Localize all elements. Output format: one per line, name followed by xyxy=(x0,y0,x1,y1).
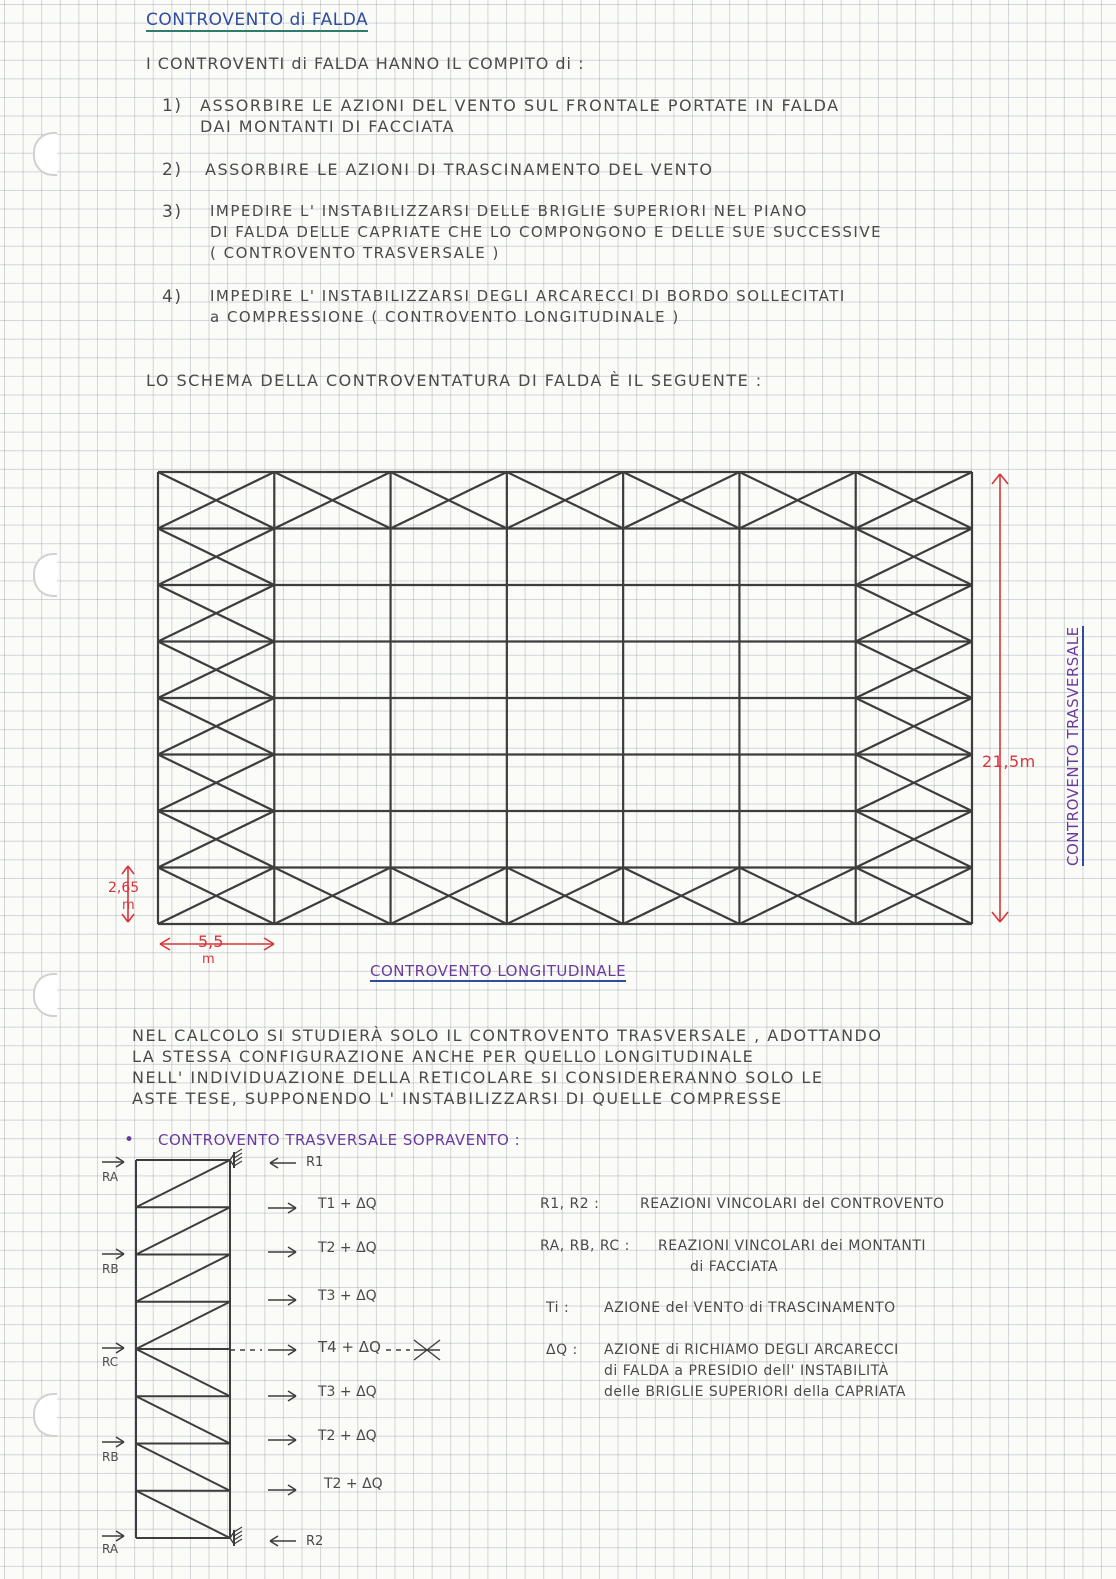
truss-tension-diagonal xyxy=(136,1207,230,1254)
note-line-1: NEL CALCOLO SI STUDIERÀ SOLO IL CONTROVENTO TRASVERSALE , ADOTTANDO xyxy=(132,1026,883,1045)
schema-intro: LO SCHEMA DELLA CONTROVENTATURA DI FALDA È IL SEGUENTE : xyxy=(146,371,763,390)
task-3-line-3: ( CONTROVENTO TRASVERSALE ) xyxy=(210,244,500,262)
note-line-2: LA STESSA CONFIGURAZIONE ANCHE PER QUELLO LONGITUDINALE xyxy=(132,1047,755,1066)
load-label-7: T2 + ΔQ xyxy=(324,1476,383,1492)
task-1-line-1: ASSORBIRE LE AZIONI DEL VENTO SUL FRONTALE PORTATE IN FALDA xyxy=(200,96,840,115)
task-2-num: 2) xyxy=(162,160,183,180)
load-label-4: T4 + ΔQ xyxy=(318,1338,381,1356)
task-3-line-1: IMPEDIRE L' INSTABILIZZARSI DELLE BRIGLIE SUPERIORI NEL PIANO xyxy=(210,202,808,220)
task-2-line-1: ASSORBIRE LE AZIONI DI TRASCINAMENTO DEL VENTO xyxy=(205,160,714,179)
truss-tension-diagonal xyxy=(136,1160,230,1207)
task-4-line-2: a COMPRESSIONE ( CONTROVENTO LONGITUDINALE ) xyxy=(210,308,680,326)
note-line-4: ASTE TESE, SUPPONENDO L' INSTABILIZZARSI DI QUELLE COMPRESSE xyxy=(132,1089,783,1108)
truss-tension-diagonal xyxy=(136,1491,230,1538)
note-line-3: NELL' INDIVIDUAZIONE DELLA RETICOLARE SI CONSIDERERANNO SOLO LE xyxy=(132,1068,824,1087)
subheading: CONTROVENTO TRASVERSALE SOPRAVENTO : xyxy=(158,1131,521,1149)
task-3-line-2: DI FALDA DELLE CAPRIATE CHE LO COMPONGONO E DELLE SUE SUCCESSIVE xyxy=(210,223,883,241)
left-reaction-5: RA xyxy=(102,1542,119,1556)
load-label-6: T2 + ΔQ xyxy=(318,1428,377,1444)
bay-height-arrow xyxy=(128,866,134,874)
bay-height-arrow xyxy=(122,914,128,922)
bay-width-arrow xyxy=(160,944,170,950)
bay-width-arrow xyxy=(160,938,170,944)
legend-desc-4-line-3: delle BRIGLIE SUPERIORI della CAPRIATA xyxy=(604,1384,906,1400)
legend-desc-4-line-1: AZIONE di RICHIAMO DEGLI ARCARECCI xyxy=(604,1342,899,1358)
transverse-bracing-caption: CONTROVENTO TRASVERSALE xyxy=(1064,626,1082,866)
left-reaction-1: RA xyxy=(102,1170,119,1184)
height-arrow-top xyxy=(1000,474,1008,484)
longitudinal-bracing-caption: CONTROVENTO LONGITUDINALE xyxy=(370,962,627,980)
intro-text: I CONTROVENTI di FALDA HANNO IL COMPITO di : xyxy=(146,54,585,73)
load-label-3: T3 + ΔQ xyxy=(318,1288,377,1304)
task-4-num: 4) xyxy=(162,287,183,307)
task-1-num: 1) xyxy=(162,96,183,116)
load-label-5: T3 + ΔQ xyxy=(318,1384,377,1400)
reaction-r1-label: R1 xyxy=(306,1155,324,1170)
bay-width-arrow xyxy=(264,938,274,944)
bay-width-arrow xyxy=(264,944,274,950)
height-arrow-bottom xyxy=(1000,912,1008,922)
bullet: • xyxy=(124,1130,136,1150)
left-reaction-4: RB xyxy=(102,1450,119,1464)
bay-height-label: 2,65 xyxy=(108,880,140,896)
legend-key-1: R1, R2 : xyxy=(540,1196,600,1212)
legend-desc-2-line-1: REAZIONI VINCOLARI dei MONTANTI xyxy=(658,1238,927,1254)
legend-desc-3: AZIONE del VENTO di TRASCINAMENTO xyxy=(604,1300,896,1316)
left-reaction-2: RB xyxy=(102,1262,119,1276)
height-arrow-bottom xyxy=(992,912,1000,922)
page-title: CONTROVENTO di FALDA xyxy=(146,10,369,30)
truss-tension-diagonal xyxy=(136,1349,230,1396)
bay-height-arrow xyxy=(122,866,128,874)
bay-width-label: 5,5 xyxy=(198,932,224,951)
bay-height-unit: m xyxy=(122,898,135,913)
truss-tension-diagonal xyxy=(136,1302,230,1349)
truss-tension-diagonal xyxy=(136,1255,230,1302)
task-4-line-1: IMPEDIRE L' INSTABILIZZARSI DEGLI ARCARECCI DI BORDO SOLLECITATI xyxy=(210,287,846,305)
load-label-1: T1 + ΔQ xyxy=(318,1196,377,1212)
legend-key-3: Ti : xyxy=(546,1300,570,1316)
height-dimension-label: 21,5m xyxy=(982,752,1036,771)
task-3-num: 3) xyxy=(162,202,183,222)
height-arrow-top xyxy=(992,474,1000,484)
legend-desc-2-line-2: di FACCIATA xyxy=(690,1259,779,1275)
left-reaction-3: RC xyxy=(102,1355,119,1369)
load-label-2: T2 + ΔQ xyxy=(318,1240,377,1256)
bay-height-arrow xyxy=(128,914,134,922)
truss-tension-diagonal xyxy=(136,1444,230,1491)
truss-tension-diagonal xyxy=(136,1396,230,1443)
legend-desc-1: REAZIONI VINCOLARI del CONTROVENTO xyxy=(640,1196,945,1212)
task-1-line-2: DAI MONTANTI DI FACCIATA xyxy=(200,117,455,136)
reaction-r2-label: R2 xyxy=(306,1534,324,1549)
legend-key-4: ΔQ : xyxy=(546,1342,578,1358)
legend-desc-4-line-2: di FALDA a PRESIDIO dell' INSTABILITÀ xyxy=(604,1363,889,1379)
bay-width-unit: m xyxy=(202,952,215,967)
legend-key-2: RA, RB, RC : xyxy=(540,1238,630,1254)
